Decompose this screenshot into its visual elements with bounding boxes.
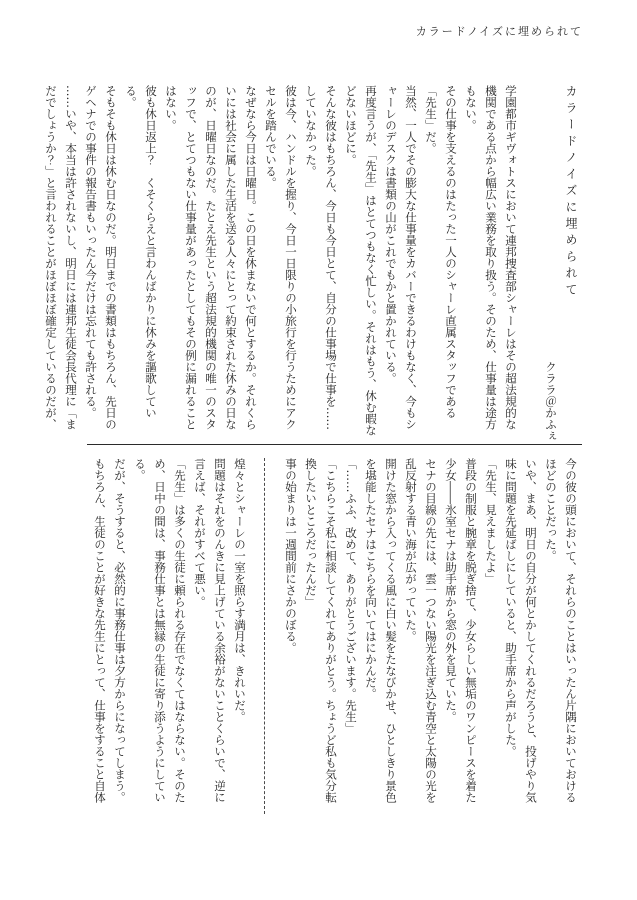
scene-break-divider — [264, 458, 265, 814]
paragraph: 開けた窓から入ってくる風に白い髪をたなびかせ、ひとしきり景色を堪能したセナはこちらを向いてはにかんだ。 — [364, 458, 398, 803]
paragraph: 再度言うが、「先生」はとてつもなく忙しい。それはもう、休む暇などないほどに。 — [344, 85, 378, 436]
paragraph: 彼も休日返上？ くそくらえと言わんばかりに休みを謳歌している。 — [124, 85, 158, 419]
running-header-title: カラードノイズに埋められて — [415, 25, 583, 38]
section-upper — [0, 85, 637, 441]
paragraph: いや、まあ、明日の自分が何とかしてくれるだろうと、投げやり気味に問題を先延ばしにしていると、助手席から声がした。 — [504, 458, 538, 803]
section-lower — [0, 458, 637, 814]
paragraph: 事の始まりは一週間前にさかのぼる。 — [284, 458, 298, 654]
paragraph: 普段の制服と腕章を脱ぎ捨て、少女らしい無垢のワンピースを着た少女――氷室セナは助手席から窓の外を見ていた。 — [444, 458, 478, 803]
paragraph: 今の彼の頭において、それらのことはいったん片隅においておけるほどのことだった。 — [544, 458, 578, 803]
paragraph: もちろん、生徒のことが好きな先生にとって、仕事をすること自体 — [93, 458, 107, 803]
section-separator-line — [87, 444, 582, 445]
paragraph: 彼は今、ハンドルを握り、今日一日限りの小旅行を行うためにアクセルを踏んでいる。 — [264, 85, 298, 430]
paragraph: 問題はそれをのんきに見上げている余裕がないことくらいで、逆に言えば、それがすべて悪い。 — [193, 458, 227, 803]
paragraph: ……いや、本当は許されないし、明日には連邦生徒会長代理に「まだでしょうか？」と言われることがほぼほぼ確定しているのだが、 — [44, 85, 78, 430]
paragraph: なぜなら今日は日曜日。この日を休まないで何とするか。それくらいには社会に属した生活を送る人々にとって約束された休みの日なのが、日曜日なのだ。たとえ先生という超法規的機関の唯一のスタッフで、とてつもない仕事量があったとしてもその例に漏れることはない。 — [164, 85, 258, 430]
novel-title: カラードノイズに埋められて — [564, 85, 578, 300]
paragraph: そんな彼はもちろん、今日も今日とて、自分の仕事場で仕事を……していなかった。 — [304, 85, 338, 430]
paragraph: その仕事を支えるのはたった一人のシャーレ直属スタッフである「先生」だ。 — [424, 85, 458, 419]
paragraph: 「……ふふ、改めて、ありがとうございます。先生」 — [344, 458, 358, 734]
paragraph: 学園都市ギヴォトスにおいて連邦捜査部シャーレはその超法規的な機関である点から幅広い業務を取り扱う。そのため、仕事量は途方もない。 — [464, 85, 518, 430]
paragraph: セナの目線の先には、雲一つない陽光を注ぎ込む青空と太陽の光を乱反射する青い海が広がっていた。 — [404, 458, 438, 803]
paragraph: そもそも休日は休む日なのだ。明日までの書類はもちろん、先日のゲヘナでの事件の報告書もいったん今だけは忘れても許される。 — [84, 85, 118, 430]
paragraph: 「先生、見えましたよ」 — [484, 458, 498, 585]
paragraph: 「先生」は多くの生徒に頼られる存在でなくてはならない。そのため、日中の間は、事務仕事とは無縁の生徒に寄り添うようにしている。 — [133, 458, 187, 803]
paragraph: だが、そうすると、必然的に事務仕事は夕方からになってしまう。 — [113, 458, 127, 803]
paragraph: 当然、一人でその膨大な仕事量をカバーできるわけもなく、今もシャーレのデスクは書類の山がこれでもかと置かれている。 — [384, 85, 418, 430]
paragraph: 煌々とシャーレの一室を照らす満月は、きれいだ。 — [233, 458, 247, 723]
novel-author: クララ＠かふぇ — [544, 360, 558, 441]
paragraph: 「こちらこそ私に相談してくれてありがとう。ちょうど私も気分転換したいところだったんだ」 — [304, 458, 338, 803]
